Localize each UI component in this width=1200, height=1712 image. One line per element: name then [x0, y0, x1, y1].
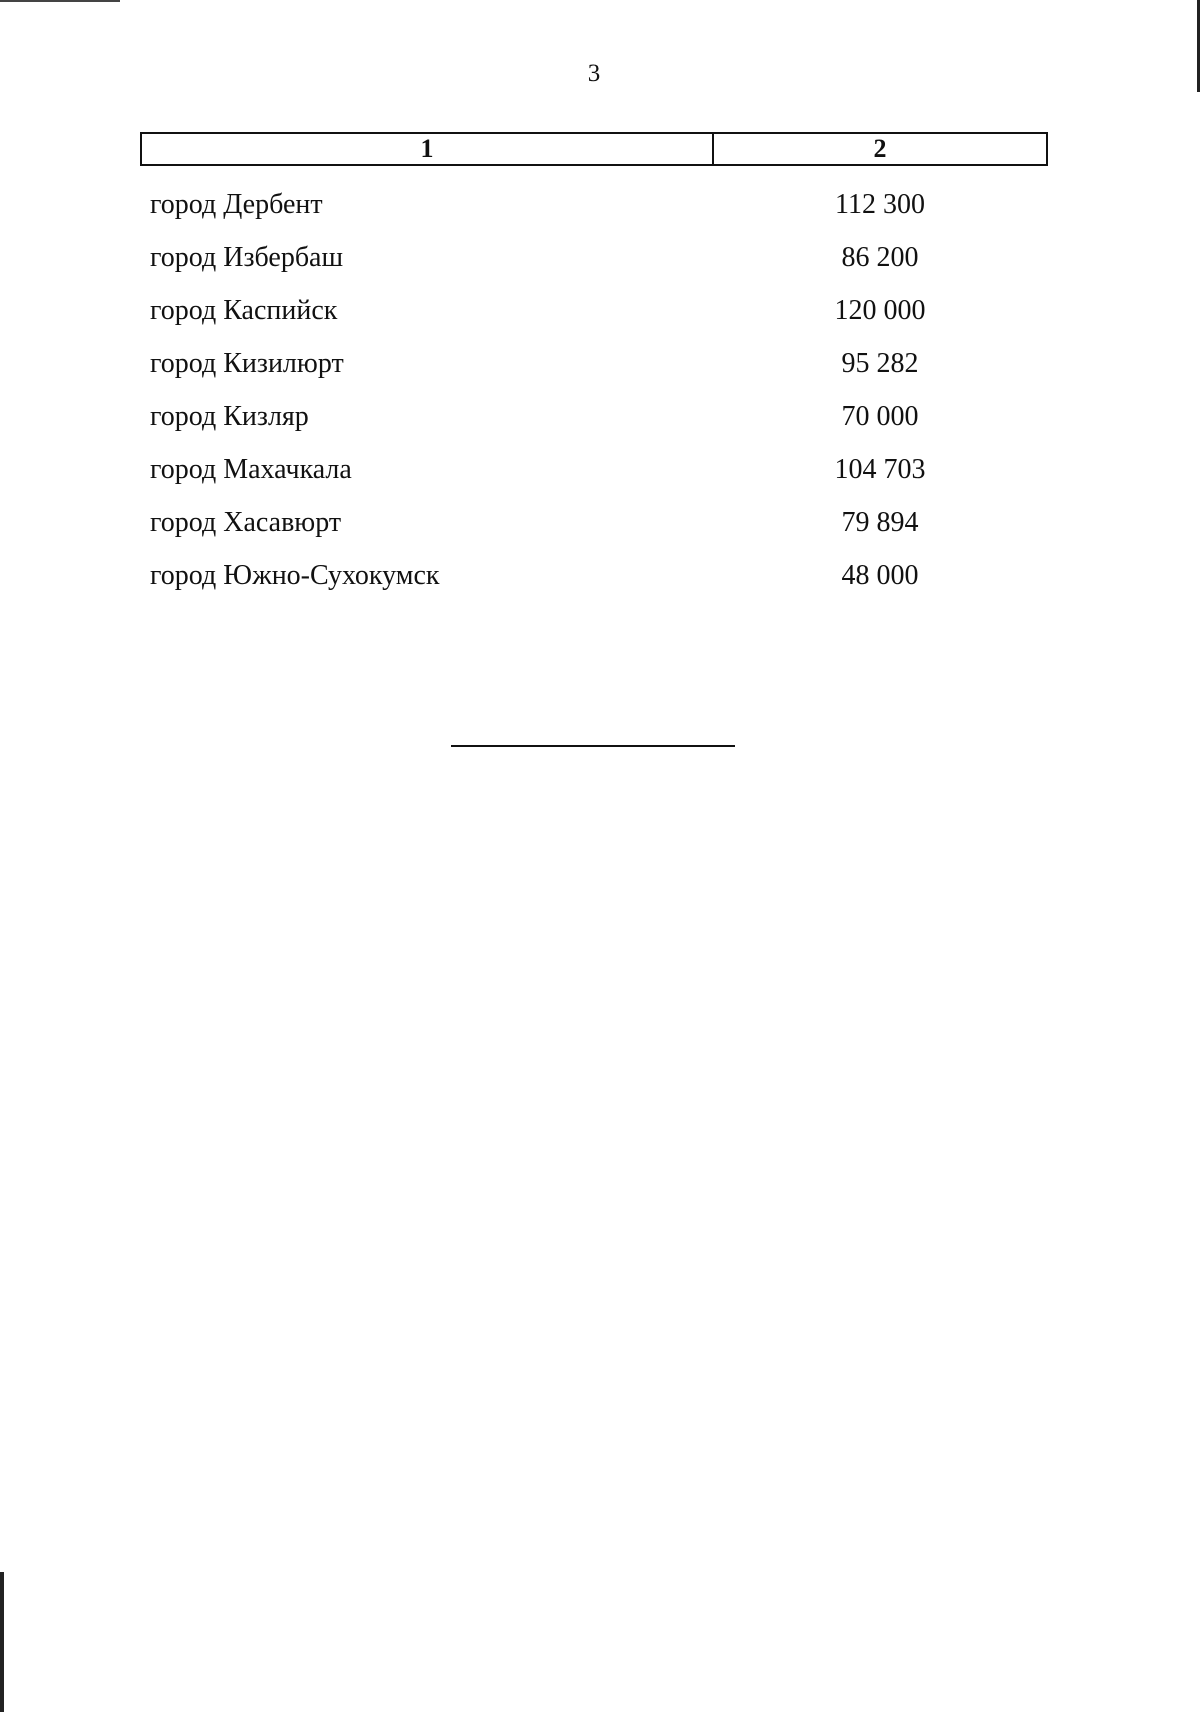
table-row — [140, 337, 1048, 390]
city-value: 104 703 — [834, 453, 926, 485]
city-value: 79 894 — [841, 506, 919, 538]
page-number: 3 — [587, 60, 601, 87]
table-header — [140, 132, 1048, 166]
column-header-2: 2 — [873, 134, 887, 163]
city-value: 48 000 — [841, 559, 919, 591]
city-name: город Кизляр — [150, 400, 309, 432]
city-name: город Каспийск — [150, 294, 338, 326]
scan-edge-left — [0, 1572, 4, 1712]
city-name: город Хасавюрт — [150, 506, 342, 538]
table-row — [140, 496, 1048, 549]
city-value: 95 282 — [841, 347, 919, 379]
city-name: город Южно-Сухокумск — [150, 559, 440, 591]
table-row — [140, 443, 1048, 496]
table-row — [140, 284, 1048, 337]
city-value: 112 300 — [835, 188, 925, 220]
city-value: 70 000 — [841, 400, 919, 432]
table-row — [140, 178, 1048, 231]
city-name: город Дербент — [150, 188, 323, 220]
city-name: город Махачкала — [150, 453, 352, 485]
scan-edge-top — [0, 0, 120, 2]
city-name: город Кизилюрт — [150, 347, 344, 379]
city-value: 120 000 — [834, 294, 926, 326]
table-body — [140, 178, 1048, 602]
table-row — [140, 549, 1048, 602]
city-value: 86 200 — [841, 241, 919, 273]
end-of-table-line — [451, 745, 735, 747]
column-header-1: 1 — [142, 134, 714, 164]
table-row — [140, 231, 1048, 284]
table-row — [140, 390, 1048, 443]
city-name: город Избербаш — [150, 241, 344, 273]
